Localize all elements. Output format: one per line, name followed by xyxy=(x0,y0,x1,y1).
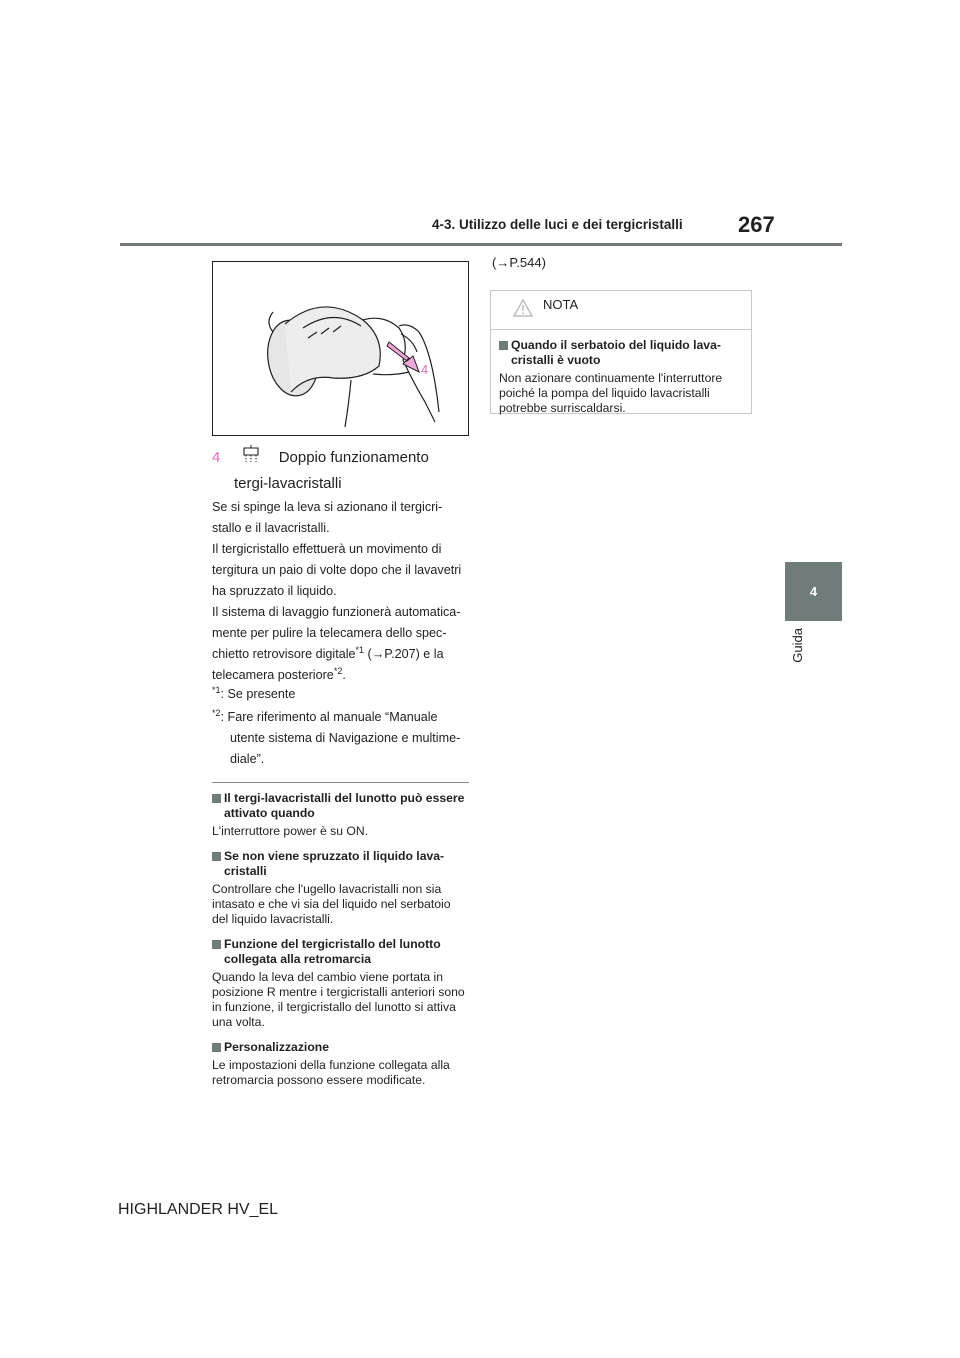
footnotes xyxy=(212,684,470,770)
section-title: 4-3. Utilizzo delle luci e dei tergicristalli xyxy=(432,217,683,232)
footnote-2-line2: utente sistema di Navigazione e multime- xyxy=(230,731,461,745)
footnote-2: $^{*2}$: Fare riferimento al manuale “Manuale xyxy=(212,707,438,724)
item-title-line2: tergi-lavacristalli xyxy=(234,475,342,492)
nota-content xyxy=(491,330,751,416)
chapter-label: Guida xyxy=(790,628,805,663)
page-reference: (→P.544) xyxy=(492,255,546,270)
header-divider xyxy=(120,243,842,246)
section-head: Funzione del tergicristallo del lunotto collegata alla retromarcia xyxy=(212,937,468,967)
p1-line2: stallo e il lavacristalli. xyxy=(212,521,330,535)
p2-line1: Il tergicristallo effettuerà un movimento di xyxy=(212,542,442,556)
page-number: 267 xyxy=(738,212,775,237)
wiper-lever-illustration xyxy=(212,261,469,436)
p2-line3: ha spruzzato il liquido. xyxy=(212,584,337,598)
body-paragraphs xyxy=(212,497,470,686)
nota-head: Quando il serbatoio del liquido lava-cristalli è vuoto xyxy=(499,338,743,368)
nota-header xyxy=(491,291,751,330)
nota-box xyxy=(490,290,752,414)
p1-line1: Se si spinge la leva si azionano il tergicri- xyxy=(212,500,443,514)
item-title-line1: Doppio funzionamento xyxy=(278,449,429,466)
section-text: Le impostazioni della funzione collegata alla retromarcia possono essere modificate. xyxy=(212,1058,450,1087)
info-sections xyxy=(212,791,468,1098)
section-text: Quando la leva del cambio viene portata in posizione R mentre i tergicristalli anteriori sono in funzione, il tergicristallo del lunotto si attiva una volta. xyxy=(212,970,465,1029)
footnote-1: $^{*1}$: Se presente xyxy=(212,684,296,701)
section-head: Personalizzazione xyxy=(212,1040,468,1055)
washer-icon xyxy=(241,445,261,463)
model-footer: HIGHLANDER HV_EL xyxy=(118,1201,279,1218)
p3-line2: mente per pulire la telecamera dello spec- xyxy=(212,626,447,640)
section-divider xyxy=(212,782,469,783)
item-4-heading xyxy=(212,445,470,497)
figure-callout-4: 4 xyxy=(421,362,429,377)
section-rear-washer xyxy=(212,791,468,839)
p2-line2: tergitura un paio di volte dopo che il lavavetri xyxy=(212,563,462,577)
section-text: L'interruttore power è su ON. xyxy=(212,824,369,838)
lever-diagram xyxy=(213,262,468,435)
p3-line1: Il sistema di lavaggio funzionerà automatica- xyxy=(212,605,461,619)
section-head: Il tergi-lavacristalli del lunotto può essere attivato quando xyxy=(212,791,468,821)
item-number: 4 xyxy=(212,449,221,466)
footnote-2-line3: diale”. xyxy=(230,752,265,766)
p3-line4: telecamera posteriore$^{*2}$. xyxy=(212,665,346,682)
section-head: Se non viene spruzzato il liquido lava-cristalli xyxy=(212,849,468,879)
warning-triangle-icon xyxy=(513,299,533,322)
nota-text: Non azionare continuamente l'interruttore poiché la pompa del liquido lavacristalli potrebbe surriscaldarsi. xyxy=(499,371,723,415)
section-no-fluid xyxy=(212,849,468,927)
p3-line3: chietto retrovisore digitale$^{*1}$ (→P.207) e la xyxy=(212,644,444,661)
section-reverse-linked xyxy=(212,937,468,1030)
section-text: Controllare che l'ugello lavacristalli non sia intasato e che vi sia del liquido nel serbatoio del liquido lavacristalli. xyxy=(212,882,451,926)
chapter-tab: 4 xyxy=(785,562,842,621)
section-customization xyxy=(212,1040,468,1088)
nota-title: NOTA xyxy=(543,297,579,312)
